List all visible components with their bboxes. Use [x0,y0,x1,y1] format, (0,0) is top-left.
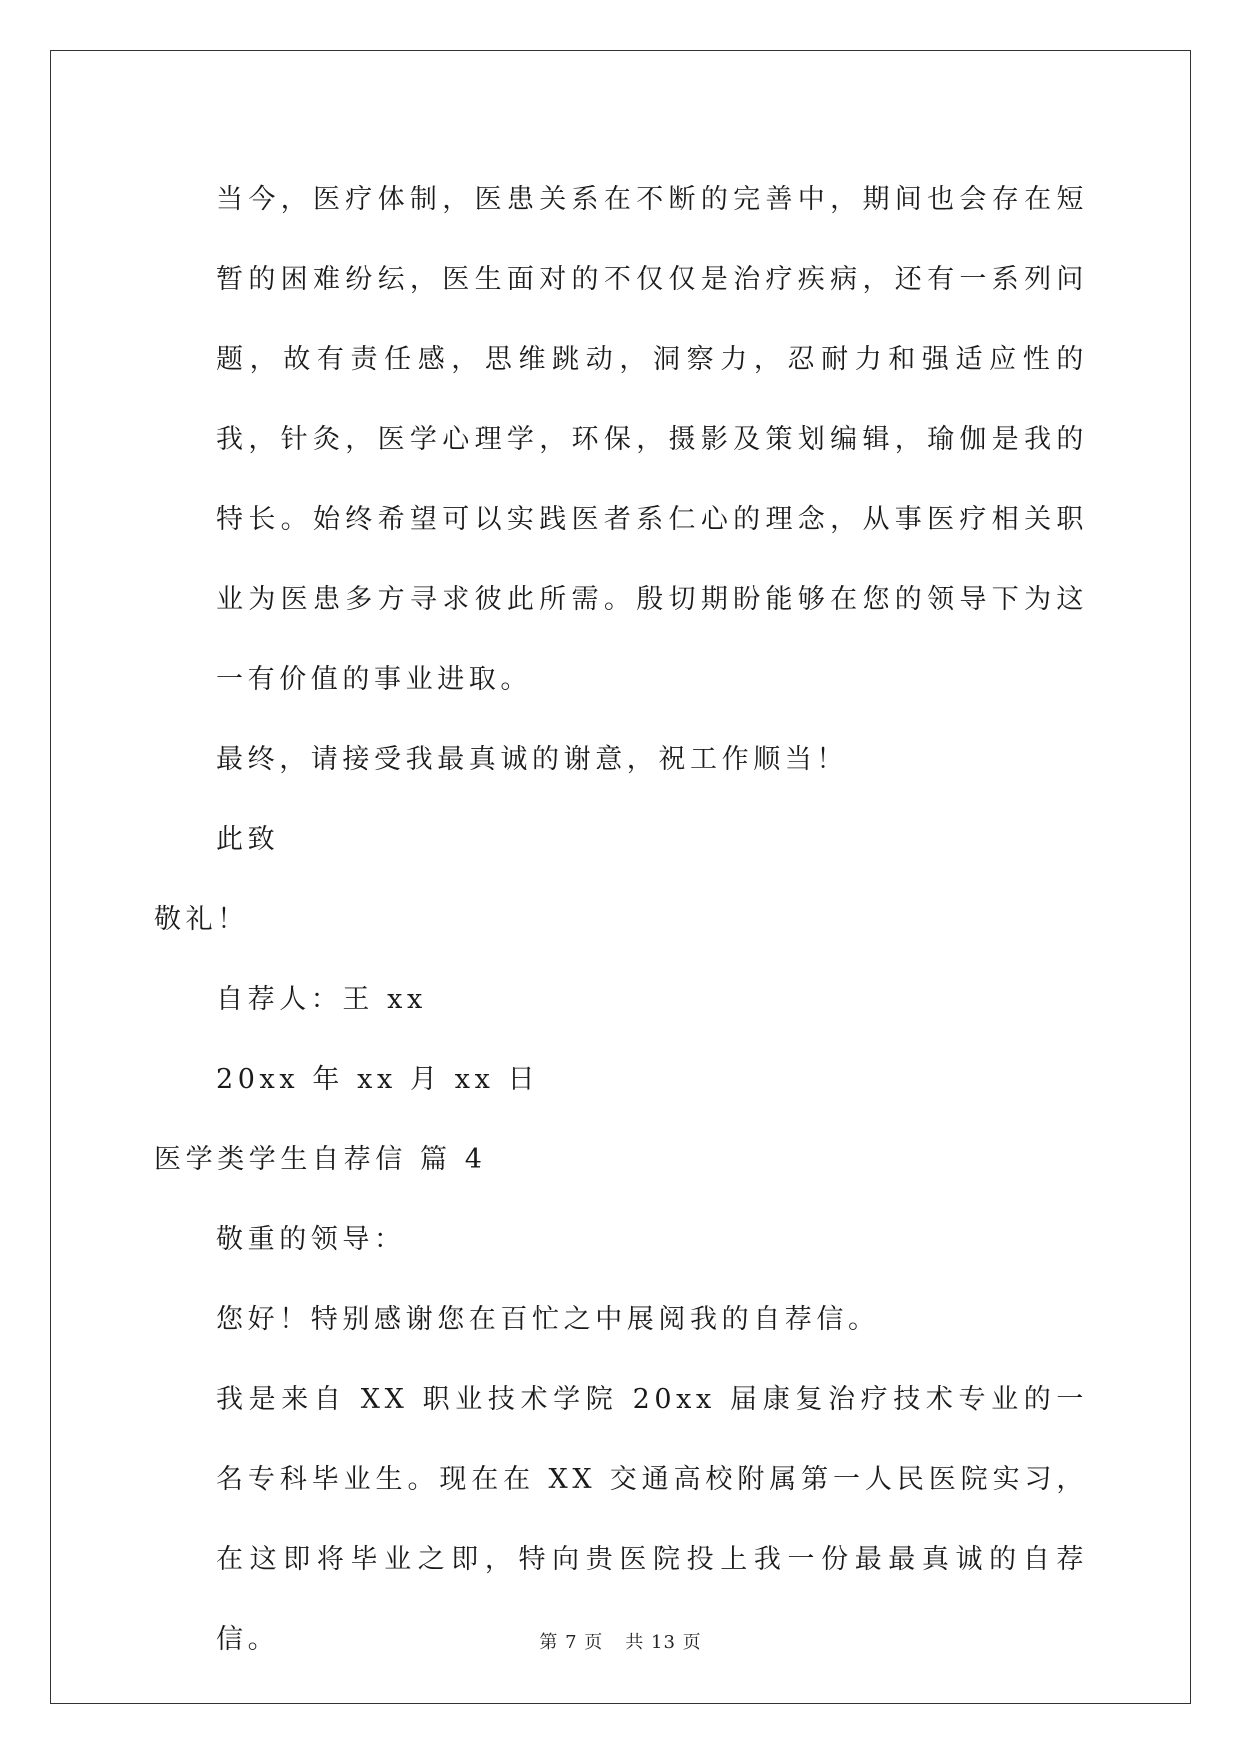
paragraph-introduction: 我是来自 XX 职业技术学院 20xx 届康复治疗技术专业的一名专科毕业生。现在在 XX 交通高校附属第一人民医院实习，在这即将毕业之即，特向贵医院投上我一份最最真诚的自荐信。 [216,1384,1088,1655]
paragraph-thanks: 最终，请接受我最真诚的谢意，祝工作顺当！ [216,744,848,775]
paragraph-hello: 您好！特别感谢您在百忙之中展阅我的自荐信。 [216,1304,880,1335]
section-title: 医学类学生自荐信 篇 4 [154,1144,487,1175]
signature-date: 20xx 年 xx 月 xx 日 [216,1064,540,1095]
closing-regards: 敬礼！ [154,904,249,935]
page-footer [0,1628,1241,1654]
page-number-total: 共 13 页 [625,1632,702,1653]
page-number-current: 第 7 页 [539,1632,604,1653]
closing-salutation: 此致 [216,824,280,855]
signature-name: 自荐人：王 xx [216,984,427,1015]
document-body [154,160,1088,1680]
letter-greeting: 敬重的领导： [216,1224,406,1255]
paragraph-medical-system: 当今，医疗体制，医患关系在不断的完善中，期间也会存在短暂的困难纷纭，医生面对的不仅仅是治疗疾病，还有一系列问题，故有责任感，思维跳动，洞察力，忍耐力和强适应性的我，针灸，医学心理学，环保，摄影及策划编辑，瑜伽是我的特长。始终希望可以实践医者系仁心的理念，从事医疗相关职业为医患多方寻求彼此所需。殷切期盼能够在您的领导下为这一有价值的事业进取。 [216,184,1088,695]
